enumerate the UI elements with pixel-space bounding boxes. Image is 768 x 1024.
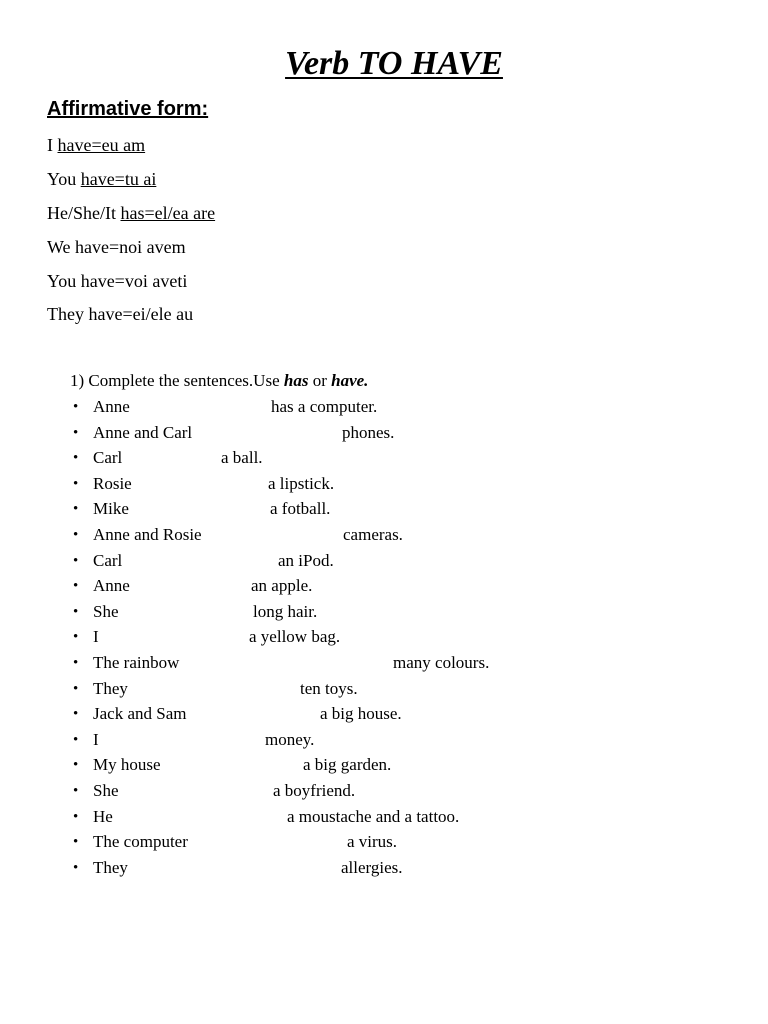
bullet-icon: • xyxy=(73,654,79,671)
option-has: has xyxy=(283,371,309,390)
sentence-rest: a boyfriend. xyxy=(273,780,356,800)
conjugation-line-you-plural xyxy=(47,270,187,292)
conjugation-subject: He/She/It xyxy=(47,203,116,223)
sentence-rest: phones. xyxy=(342,422,395,442)
sentence-subject: Anne and Carl xyxy=(93,422,193,442)
bullet-icon: • xyxy=(73,526,79,543)
sentence-rest: an iPod. xyxy=(278,550,334,570)
sentence-rest: has a computer. xyxy=(271,397,378,416)
list-item xyxy=(70,754,570,780)
bullet-icon: • xyxy=(73,629,79,646)
conjugation-line-he-she-it xyxy=(47,202,215,224)
sentence-rest: long hair. xyxy=(253,601,318,621)
bullet-icon: • xyxy=(73,399,79,415)
conjugation-verb: have=noi avem xyxy=(75,237,186,257)
option-connector: or xyxy=(312,371,327,390)
bullet-icon: • xyxy=(73,859,79,876)
conjugation-subject: I xyxy=(47,135,53,155)
sentence-subject: Rosie xyxy=(93,473,132,493)
conjugation-subject: We xyxy=(47,237,71,257)
conjugation-line-we xyxy=(47,236,186,258)
sentence-subject: Jack and Sam xyxy=(93,704,187,724)
exercise-sentence-list xyxy=(70,396,570,882)
sentence-subject: She xyxy=(93,601,119,621)
bullet-icon: • xyxy=(73,578,79,595)
sentence-rest: an apple. xyxy=(251,576,313,596)
conjugation-subject: They xyxy=(47,304,84,324)
list-item xyxy=(70,857,570,883)
sentence-subject: The computer xyxy=(93,832,188,852)
bullet-icon: • xyxy=(73,475,79,492)
sentence-subject: Anne xyxy=(93,397,130,416)
conjugation-verb: have=tu ai xyxy=(80,169,157,189)
sentence-rest: a lipstick. xyxy=(268,473,335,493)
exercise-number: 1) xyxy=(70,371,85,390)
sentence-subject: I xyxy=(93,627,99,647)
page-title: Verb TO HAVE xyxy=(285,45,503,82)
conjugation-subject: You xyxy=(47,169,77,189)
sentence-subject: Anne and Rosie xyxy=(93,524,202,544)
bullet-icon: • xyxy=(73,731,79,748)
bullet-icon: • xyxy=(73,450,79,467)
sentence-rest: a virus. xyxy=(347,832,398,852)
bullet-icon: • xyxy=(73,424,79,441)
list-item xyxy=(70,601,570,627)
sentence-rest: a yellow bag. xyxy=(249,627,341,647)
list-item xyxy=(70,703,570,729)
bullet-icon: • xyxy=(73,782,79,799)
list-item xyxy=(70,575,570,601)
sentence-subject: She xyxy=(93,780,119,800)
sentence-subject: I xyxy=(93,729,99,749)
sentence-rest: a big house. xyxy=(320,704,402,724)
sentence-rest: many colours. xyxy=(393,652,490,672)
conjugation-verb: has=el/ea are xyxy=(120,203,216,223)
sentence-rest: cameras. xyxy=(343,524,403,544)
list-item xyxy=(70,626,570,652)
list-item xyxy=(70,447,570,473)
list-item xyxy=(70,831,570,857)
list-item xyxy=(70,806,570,832)
sentence-subject: My house xyxy=(93,755,161,775)
conjugation-line-i xyxy=(47,134,145,156)
exercise-instruction-text: Complete the sentences.Use xyxy=(88,371,280,390)
sentence-subject: They xyxy=(93,857,128,877)
list-item xyxy=(70,550,570,576)
list-item xyxy=(70,498,570,524)
sentence-rest: ten toys. xyxy=(300,678,358,698)
bullet-icon: • xyxy=(73,603,79,620)
sentence-subject: He xyxy=(93,806,113,826)
option-have: have. xyxy=(331,371,369,390)
sentence-rest: a ball. xyxy=(221,448,263,468)
list-item xyxy=(70,678,570,704)
sentence-subject: They xyxy=(93,678,128,698)
sentence-rest: a big garden. xyxy=(303,755,392,775)
sentence-subject: Mike xyxy=(93,499,129,519)
bullet-icon: • xyxy=(73,706,79,723)
sentence-subject: Carl xyxy=(93,448,123,468)
list-item xyxy=(70,473,570,499)
bullet-icon: • xyxy=(73,757,79,774)
bullet-icon: • xyxy=(73,808,79,825)
list-item xyxy=(70,652,570,678)
sentence-subject: The rainbow xyxy=(93,652,180,672)
conjugation-line-you xyxy=(47,168,156,190)
bullet-icon: • xyxy=(73,680,79,697)
bullet-icon: • xyxy=(73,552,79,569)
list-item xyxy=(70,422,570,448)
sentence-rest: allergies. xyxy=(341,857,403,877)
conjugation-verb: have=eu am xyxy=(57,135,146,155)
affirmative-heading: Affirmative form: xyxy=(47,98,209,120)
sentence-subject: Carl xyxy=(93,550,123,570)
list-item xyxy=(70,729,570,755)
conjugation-verb: have=voi aveti xyxy=(80,271,188,291)
conjugation-verb: have=ei/ele au xyxy=(88,304,194,324)
bullet-icon: • xyxy=(73,501,79,518)
list-item xyxy=(70,780,570,806)
sentence-subject: Anne xyxy=(93,576,130,596)
sentence-rest: money. xyxy=(265,729,315,749)
conjugation-subject: You xyxy=(47,271,77,291)
sentence-rest: a fotball. xyxy=(270,499,331,519)
bullet-icon: • xyxy=(73,834,79,851)
conjugation-line-they xyxy=(47,303,193,325)
list-item xyxy=(70,524,570,550)
sentence-rest: a moustache and a tattoo. xyxy=(287,806,460,826)
list-item xyxy=(70,396,570,422)
exercise-instruction xyxy=(70,370,368,392)
